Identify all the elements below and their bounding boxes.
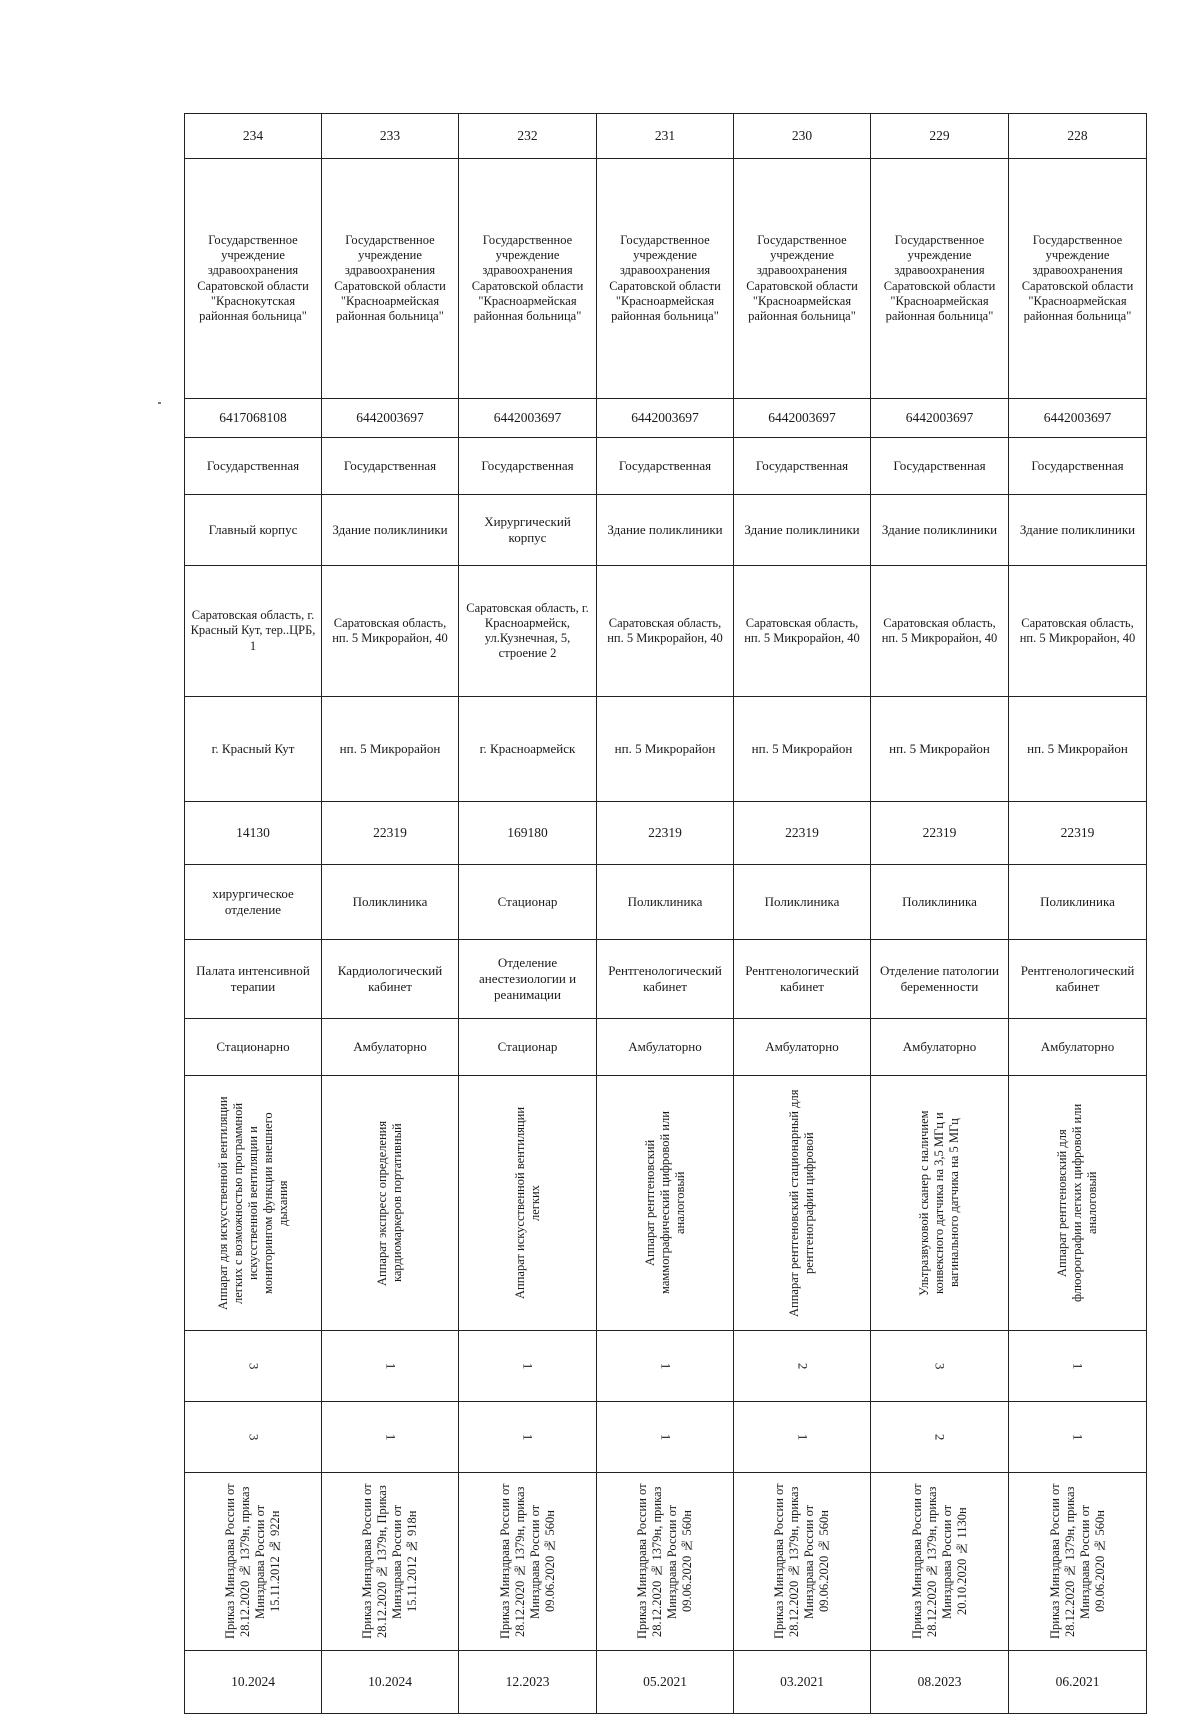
cell-institution: Государственное учреждение здравоохранения Саратовской области "Красноармейская районная больница" xyxy=(322,159,459,399)
cell-quantity-norm xyxy=(871,1331,1009,1402)
cell-building: Хирургический корпус xyxy=(459,495,597,566)
cell-building: Здание поликлиники xyxy=(322,495,459,566)
cell-address: Саратовская область, нп. 5 Микрорайон, 40 xyxy=(1009,566,1147,697)
cell-inn: 6442003697 xyxy=(1009,399,1147,438)
cell-quantity-norm xyxy=(185,1331,322,1402)
cell-quantity-actual-text: 1 xyxy=(658,1433,674,1441)
cell-order xyxy=(1009,1473,1147,1651)
table-row-locality xyxy=(185,697,1147,802)
cell-quantity-actual xyxy=(871,1402,1009,1473)
cell-order-text: Приказ Минздрава России от 28.12.2020 № 1379н, приказ Минздрава России от 09.06.2020 № 560н xyxy=(772,1483,831,1640)
cell-population: 14130 xyxy=(185,802,322,865)
cell-division: Поликлиника xyxy=(322,865,459,940)
cell-quantity-norm xyxy=(459,1331,597,1402)
cell-inn: 6442003697 xyxy=(734,399,871,438)
cell-date: 03.2021 xyxy=(734,1651,871,1714)
cell-date: 05.2021 xyxy=(597,1651,734,1714)
cell-division: Поликлиника xyxy=(1009,865,1147,940)
cell-address: Саратовская область, нп. 5 Микрорайон, 40 xyxy=(322,566,459,697)
cell-quantity-actual-text: 3 xyxy=(246,1433,262,1441)
cell-order-text: Приказ Минздрава России от 28.12.2020 № 1379н, приказ Минздрава России от 20.10.2020 № 1130н xyxy=(909,1483,969,1640)
cell-equipment-text: Аппарат для искусственной вентиляции легких с возможностью программной искусственной вентиляции и мониторингом функции внешнего дыхания xyxy=(215,1096,290,1310)
cell-equipment xyxy=(459,1076,597,1331)
cell-order-text: Приказ Минздрава России от 28.12.2020 № 1379н, приказ Минздрава России от 15.11.2012 № 922н xyxy=(223,1483,282,1640)
cell-equipment xyxy=(322,1076,459,1331)
cell-population: 22319 xyxy=(597,802,734,865)
cell-equipment-text: Аппарат экспресс определения кардиомаркеров портативный xyxy=(375,1120,404,1286)
cell-equipment-text: Аппарат искусственной вентиляции легких xyxy=(512,1106,542,1300)
cell-number: 229 xyxy=(871,114,1009,159)
cell-institution: Государственное учреждение здравоохранения Саратовской области "Красноармейская районная больница" xyxy=(871,159,1009,399)
equipment-registry-table xyxy=(184,113,1147,1714)
cell-subdivision: Отделение патологии беременности xyxy=(871,940,1009,1019)
table-row-building xyxy=(185,495,1147,566)
cell-care-mode: Амбулаторно xyxy=(597,1019,734,1076)
cell-institution: Государственное учреждение здравоохранения Саратовской области "Красноармейская районная больница" xyxy=(597,159,734,399)
cell-subdivision: Рентгенологический кабинет xyxy=(597,940,734,1019)
cell-care-mode: Стационар xyxy=(459,1019,597,1076)
cell-order xyxy=(871,1473,1009,1651)
cell-order xyxy=(459,1473,597,1651)
cell-quantity-actual-text: 2 xyxy=(932,1433,948,1441)
cell-quantity-norm-text: 3 xyxy=(246,1362,262,1370)
cell-quantity-actual xyxy=(459,1402,597,1473)
cell-number: 233 xyxy=(322,114,459,159)
cell-care-mode: Амбулаторно xyxy=(1009,1019,1147,1076)
cell-inn: 6442003697 xyxy=(871,399,1009,438)
cell-equipment xyxy=(597,1076,734,1331)
cell-building: Здание поликлиники xyxy=(871,495,1009,566)
cell-number: 232 xyxy=(459,114,597,159)
cell-quantity-actual-text: 1 xyxy=(520,1433,536,1441)
cell-division: Поликлиника xyxy=(734,865,871,940)
cell-division: Стационар xyxy=(459,865,597,940)
cell-building: Главный корпус xyxy=(185,495,322,566)
cell-inn: 6442003697 xyxy=(459,399,597,438)
cell-care-mode: Амбулаторно xyxy=(322,1019,459,1076)
cell-address: Саратовская область, г. Красноармейск, ул.Кузнечная, 5, строение 2 xyxy=(459,566,597,697)
cell-number: 228 xyxy=(1009,114,1147,159)
cell-quantity-norm-text: 2 xyxy=(795,1362,811,1370)
cell-quantity-norm xyxy=(734,1331,871,1402)
table-row-division xyxy=(185,865,1147,940)
cell-care-mode: Амбулаторно xyxy=(871,1019,1009,1076)
cell-ownership: Государственная xyxy=(597,438,734,495)
cell-order-text: Приказ Минздрава России от 28.12.2020 № 1379н, приказ Минздрава России от 09.06.2020 № 560н xyxy=(635,1483,694,1640)
cell-quantity-actual xyxy=(1009,1402,1147,1473)
cell-quantity-norm xyxy=(597,1331,734,1402)
cell-ownership: Государственная xyxy=(871,438,1009,495)
cell-ownership: Государственная xyxy=(185,438,322,495)
cell-locality: нп. 5 Микрорайон xyxy=(597,697,734,802)
cell-date: 10.2024 xyxy=(322,1651,459,1714)
cell-inn: 6442003697 xyxy=(322,399,459,438)
cell-subdivision: Кардиологический кабинет xyxy=(322,940,459,1019)
cell-address: Саратовская область, нп. 5 Микрорайон, 40 xyxy=(597,566,734,697)
cell-locality: нп. 5 Микрорайон xyxy=(322,697,459,802)
table-row-institution xyxy=(185,159,1147,399)
cell-ownership: Государственная xyxy=(322,438,459,495)
cell-date: 10.2024 xyxy=(185,1651,322,1714)
cell-quantity-actual-text: 1 xyxy=(1070,1433,1086,1441)
cell-equipment-text: Аппарат рентгеновский стационарный для рентгенографии цифровой xyxy=(787,1089,816,1317)
cell-equipment xyxy=(185,1076,322,1331)
cell-address: Саратовская область, нп. 5 Микрорайон, 40 xyxy=(734,566,871,697)
cell-population: 22319 xyxy=(734,802,871,865)
cell-order-text: Приказ Минздрава России от 28.12.2020 № 1379н, Приказ Минздрава России от 15.11.2012 № 918н xyxy=(360,1483,419,1640)
cell-equipment xyxy=(734,1076,871,1331)
table-row-qty-norm xyxy=(185,1331,1147,1402)
table-row-number xyxy=(185,114,1147,159)
cell-division: Поликлиника xyxy=(871,865,1009,940)
scan-speck xyxy=(158,402,161,404)
cell-order-text: Приказ Минздрава России от 28.12.2020 № 1379н, приказ Минздрава России от 09.06.2020 № 560н xyxy=(497,1483,557,1640)
cell-care-mode: Стационарно xyxy=(185,1019,322,1076)
table-row-ownership xyxy=(185,438,1147,495)
cell-date: 12.2023 xyxy=(459,1651,597,1714)
cell-order xyxy=(322,1473,459,1651)
cell-institution: Государственное учреждение здравоохранения Саратовской области "Краснокутская районная больница" xyxy=(185,159,322,399)
cell-quantity-norm xyxy=(322,1331,459,1402)
cell-quantity-norm-text: 1 xyxy=(1070,1362,1086,1370)
cell-equipment-text: Аппарат рентгеновский маммографический цифровой или аналоговый xyxy=(642,1111,687,1295)
table-row-qty-actual xyxy=(185,1402,1147,1473)
cell-quantity-norm-text: 3 xyxy=(932,1362,948,1370)
cell-quantity-actual xyxy=(734,1402,871,1473)
cell-care-mode: Амбулаторно xyxy=(734,1019,871,1076)
cell-quantity-actual-text: 1 xyxy=(795,1433,811,1441)
cell-ownership: Государственная xyxy=(734,438,871,495)
cell-division: хирургическое отделение xyxy=(185,865,322,940)
cell-subdivision: Рентгенологический кабинет xyxy=(734,940,871,1019)
cell-population: 169180 xyxy=(459,802,597,865)
cell-locality: г. Красноармейск xyxy=(459,697,597,802)
cell-equipment-text: Аппарат рентгеновский для флюорографии легких цифровой или аналоговый xyxy=(1055,1103,1099,1303)
table-row-equipment xyxy=(185,1076,1147,1331)
cell-building: Здание поликлиники xyxy=(1009,495,1147,566)
cell-institution: Государственное учреждение здравоохранения Саратовской области "Красноармейская районная больница" xyxy=(459,159,597,399)
cell-equipment-text: Ультразвуковой сканер с наличием конвексного датчика на 3,5 МГц и вагинального датчика на 5 МГц xyxy=(917,1110,961,1296)
cell-locality: нп. 5 Микрорайон xyxy=(871,697,1009,802)
cell-population: 22319 xyxy=(1009,802,1147,865)
cell-equipment xyxy=(1009,1076,1147,1331)
cell-number: 230 xyxy=(734,114,871,159)
cell-division: Поликлиника xyxy=(597,865,734,940)
cell-population: 22319 xyxy=(322,802,459,865)
cell-ownership: Государственная xyxy=(459,438,597,495)
cell-subdivision: Отделение анестезиологии и реанимации xyxy=(459,940,597,1019)
table-row-inn xyxy=(185,399,1147,438)
cell-subdivision: Палата интенсивной терапии xyxy=(185,940,322,1019)
cell-order xyxy=(597,1473,734,1651)
cell-date: 08.2023 xyxy=(871,1651,1009,1714)
cell-population: 22319 xyxy=(871,802,1009,865)
cell-inn: 6442003697 xyxy=(597,399,734,438)
cell-address: Саратовская область, нп. 5 Микрорайон, 40 xyxy=(871,566,1009,697)
cell-ownership: Государственная xyxy=(1009,438,1147,495)
table-row-subdivision xyxy=(185,940,1147,1019)
table-row-address xyxy=(185,566,1147,697)
cell-locality: нп. 5 Микрорайон xyxy=(1009,697,1147,802)
cell-quantity-norm xyxy=(1009,1331,1147,1402)
cell-number: 231 xyxy=(597,114,734,159)
cell-order xyxy=(734,1473,871,1651)
cell-institution: Государственное учреждение здравоохранения Саратовской области "Красноармейская районная больница" xyxy=(1009,159,1147,399)
cell-building: Здание поликлиники xyxy=(734,495,871,566)
cell-number: 234 xyxy=(185,114,322,159)
cell-quantity-actual xyxy=(597,1402,734,1473)
cell-inn: 6417068108 xyxy=(185,399,322,438)
cell-building: Здание поликлиники xyxy=(597,495,734,566)
cell-quantity-norm-text: 1 xyxy=(658,1362,674,1370)
cell-locality: нп. 5 Микрорайон xyxy=(734,697,871,802)
cell-quantity-actual xyxy=(185,1402,322,1473)
cell-quantity-actual xyxy=(322,1402,459,1473)
table-row-order xyxy=(185,1473,1147,1651)
cell-equipment xyxy=(871,1076,1009,1331)
cell-date: 06.2021 xyxy=(1009,1651,1147,1714)
cell-quantity-norm-text: 1 xyxy=(520,1362,536,1370)
cell-order-text: Приказ Минздрава России от 28.12.2020 № 1379н, приказ Минздрава России от 09.06.2020 № 560н xyxy=(1047,1483,1107,1640)
cell-quantity-actual-text: 1 xyxy=(383,1433,399,1441)
table-row-date xyxy=(185,1651,1147,1714)
cell-subdivision: Рентгенологический кабинет xyxy=(1009,940,1147,1019)
cell-locality: г. Красный Кут xyxy=(185,697,322,802)
cell-order xyxy=(185,1473,322,1651)
cell-institution: Государственное учреждение здравоохранения Саратовской области "Красноармейская районная больница" xyxy=(734,159,871,399)
cell-address: Саратовская область, г. Красный Кут, тер..ЦРБ, 1 xyxy=(185,566,322,697)
cell-quantity-norm-text: 1 xyxy=(383,1362,399,1370)
table-row-population xyxy=(185,802,1147,865)
table-body xyxy=(185,114,1147,1714)
table-row-care-mode xyxy=(185,1019,1147,1076)
